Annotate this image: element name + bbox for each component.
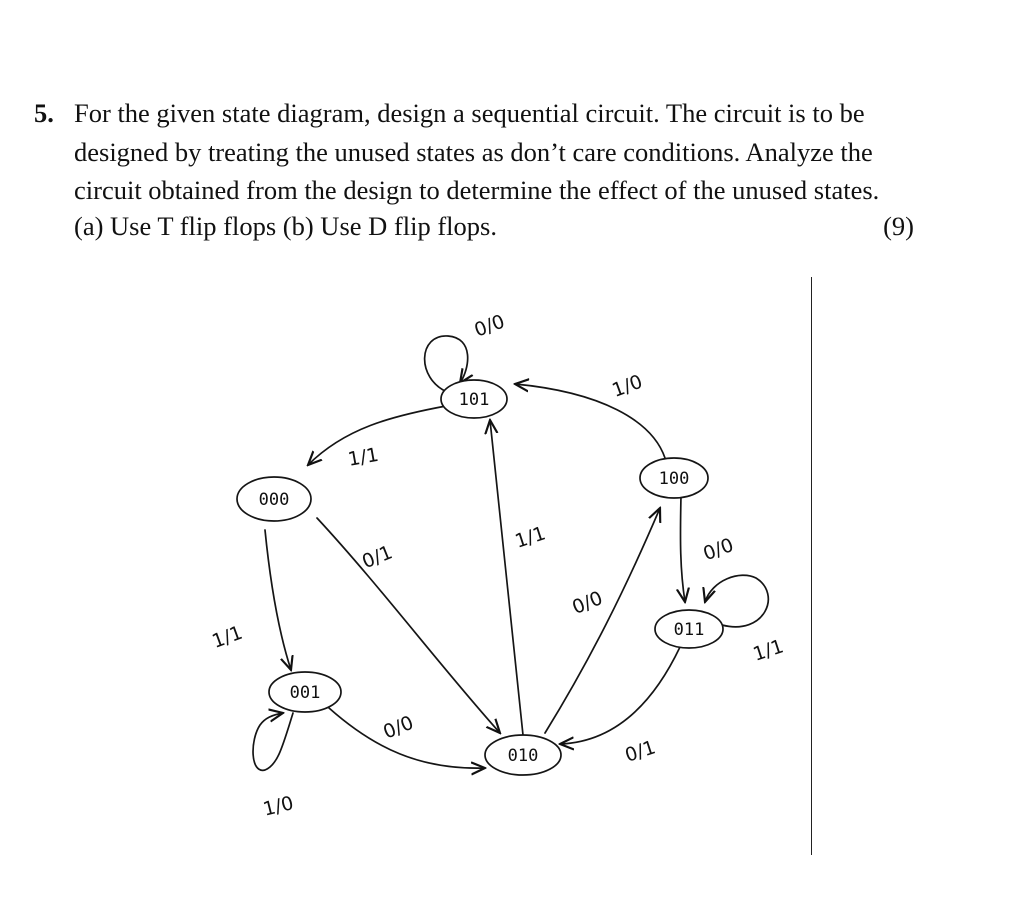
edge-100-to-011 [680, 496, 685, 602]
label-000-to-001: 1/1 [209, 621, 246, 653]
label-101-to-000: 1/1 [346, 443, 381, 471]
state-101-label: 101 [458, 390, 490, 410]
state-000-label: 000 [258, 490, 290, 510]
state-011-label: 011 [673, 620, 705, 640]
question-marks: (9) [883, 211, 914, 241]
question-text-line-2: designed by treating the unused states as don’t care conditions. Analyze the [74, 136, 873, 167]
label-010-to-100: 0/0 [569, 587, 606, 619]
edge-000-to-010 [317, 518, 500, 733]
question-number: 5. [34, 98, 54, 128]
question-text-line-1: For the given state diagram, design a sequential circuit. The circuit is to be [74, 98, 865, 128]
label-010-to-101: 1/1 [512, 522, 549, 553]
question-text-line-4: (a) Use T flip flops (b) Use D flip flops. [74, 211, 497, 241]
label-011-to-010: 0/1 [622, 736, 659, 767]
edge-010-to-100 [545, 508, 660, 733]
label-100-to-011: 0/0 [700, 534, 737, 566]
label-101-self: 0/0 [471, 310, 508, 342]
edge-001-self [253, 713, 293, 770]
label-011-self: 1/1 [750, 635, 787, 666]
label-000-to-010: 0/1 [359, 541, 396, 574]
state-100-label: 100 [658, 469, 690, 489]
question-text-line-3: circuit obtained from the design to determine the effect of the unused states. [74, 175, 880, 205]
state-010-label: 010 [507, 746, 539, 766]
edge-000-to-001 [265, 530, 291, 670]
label-001-to-010: 0/0 [380, 711, 417, 744]
edge-100-to-101 [515, 384, 665, 458]
label-001-self: 1/0 [260, 792, 296, 821]
edge-010-to-101 [490, 420, 523, 735]
state-001-label: 001 [289, 683, 321, 703]
label-100-to-101: 1/0 [609, 370, 646, 402]
edge-011-to-010 [560, 647, 680, 744]
